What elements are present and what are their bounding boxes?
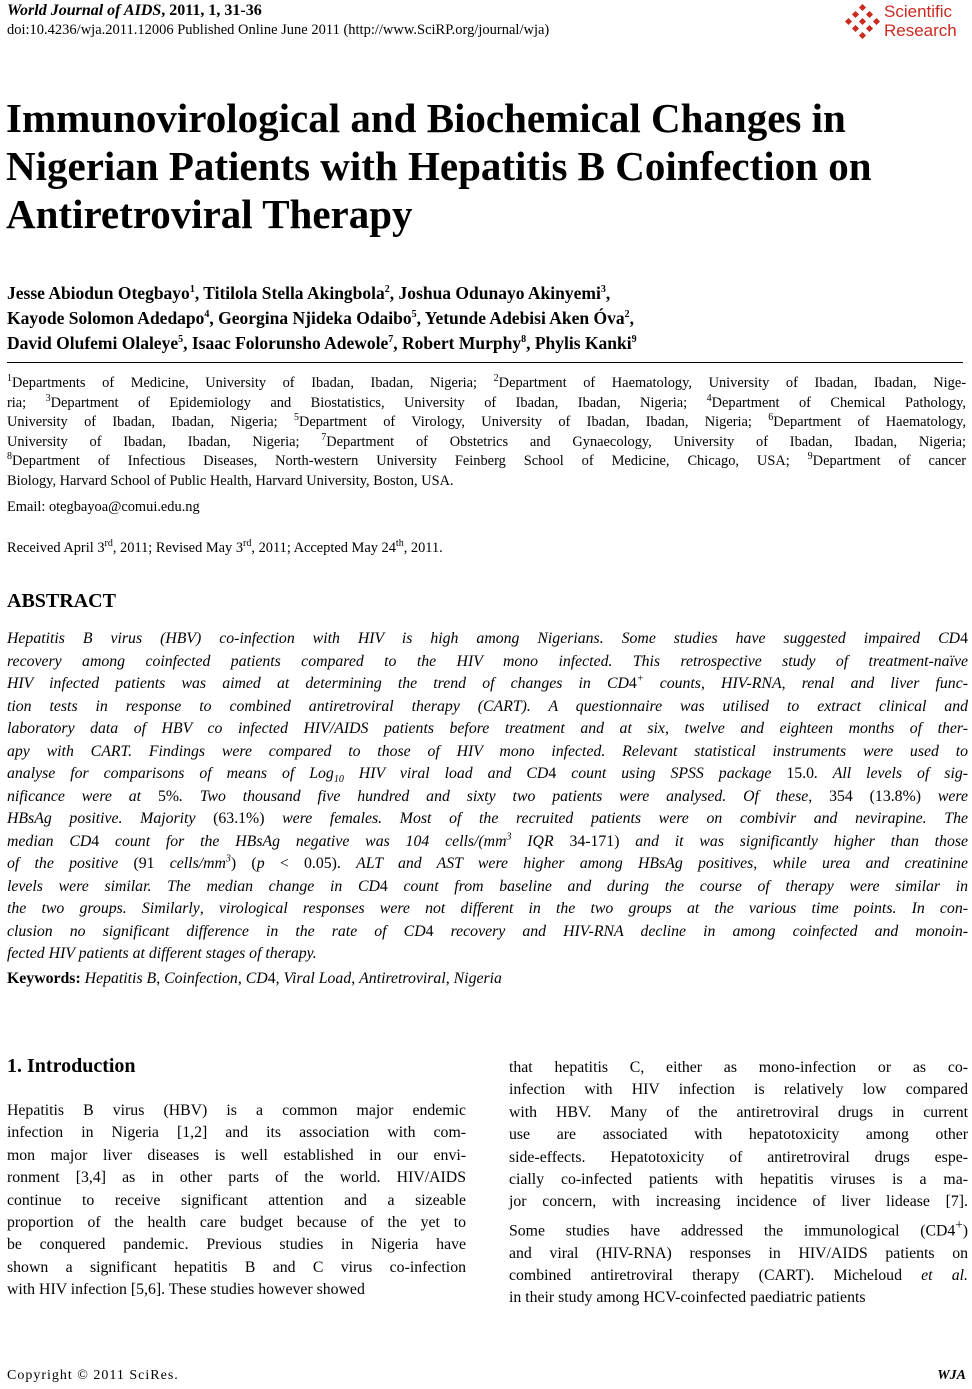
paper-title xyxy=(6,94,966,238)
text-run: count using SPSS package xyxy=(556,765,787,782)
text-run: Some studies have addressed the immunological (CD4 xyxy=(509,1222,956,1240)
affiliations xyxy=(7,374,966,491)
text-run: + xyxy=(636,673,644,685)
text-run: clusion no significant difference in the rate of CD xyxy=(7,922,426,940)
text-run: Biology, Harvard School of Public Health, Harvard University, Boston, USA. xyxy=(7,472,454,489)
text-run: < 0.05). xyxy=(264,855,357,872)
author-affiliation-mark: 2 xyxy=(624,309,630,321)
abstract-line xyxy=(7,831,968,854)
affiliation-line xyxy=(7,452,966,472)
affiliation-line xyxy=(7,472,966,492)
text-run: Department of Obstetrics and Gynaecology, University of Ibadan, Ibadan, Nigeria; xyxy=(326,433,966,450)
author-name: David Olufemi Olaleye xyxy=(7,333,179,353)
text-run: 34-171) xyxy=(569,832,636,850)
author-separator: , xyxy=(183,333,192,353)
keyword xyxy=(284,970,352,987)
keyword xyxy=(164,970,238,987)
author-name: Yetunde Adebisi Aken Óva xyxy=(424,308,625,328)
scientific-research-logo-icon xyxy=(844,4,880,40)
body-line: ronment [3,4] as in other parts of the world. HIV/AIDS xyxy=(7,1169,466,1187)
text-run: Received April 3 xyxy=(7,540,105,556)
journal-name: World Journal of AIDS xyxy=(7,2,162,19)
text-run: Department of Chemical Pathology, xyxy=(711,394,966,411)
text-run: Departments of Medicine, University of Ibadan, Ibadan, Nigeria; xyxy=(12,375,494,391)
text-run: 9 xyxy=(807,451,813,463)
text-run: 7 xyxy=(321,431,327,443)
text-run: 4 xyxy=(628,675,637,692)
text-run: rd xyxy=(243,538,252,550)
footer-copyright: Copyright © 2011 SciRes. xyxy=(7,1368,179,1383)
author-separator: , xyxy=(416,308,425,328)
keyword xyxy=(454,970,502,987)
author-separator: , xyxy=(393,333,403,353)
text-run: cially co-infected patients with hepatitis viruses is a ma- xyxy=(509,1171,968,1189)
text-run: + xyxy=(955,1216,963,1232)
logo-text: Scientific Research xyxy=(884,2,957,40)
title-line: Antiretroviral Therapy xyxy=(6,191,413,237)
text-run: HIV infected patients was aimed at determining the trend of changes in CD xyxy=(7,675,629,692)
author-list xyxy=(7,281,967,356)
body-line xyxy=(509,1191,968,1213)
text-run: that hepatitis C, either as mono-infection or as co- xyxy=(509,1059,968,1076)
author-affiliation-mark: 7 xyxy=(388,334,394,346)
affiliation-line xyxy=(7,394,966,414)
body-line xyxy=(509,1102,968,1124)
text-run: 4 xyxy=(960,630,968,647)
doi-line: doi:10.4236/wja.2011.12006 Published Online June 2011 (http://www.SciRP.org/journal/wja) xyxy=(7,22,550,38)
text-run: ALT and AST were higher among HBsAg positives xyxy=(356,855,754,872)
author-name: Joshua Odunayo Akinyemi xyxy=(398,283,601,303)
author-name: Jesse Abiodun Otegbayo xyxy=(7,283,190,303)
text-run: and it was significantly higher than those xyxy=(635,832,968,850)
text-run: while urea and creatinine xyxy=(772,855,968,872)
body-line: shown a significant hepatitis B and C virus co-infection xyxy=(7,1258,466,1276)
body-line xyxy=(509,1243,968,1265)
text-run: count for the HBsAg negative was 104 cells/(mm xyxy=(99,832,507,850)
text-run: combined antiretroviral therapy (CART). Micheloud xyxy=(509,1266,922,1284)
abstract-line xyxy=(7,921,968,944)
author-name: Isaac Folorunsho Adewole xyxy=(191,333,389,353)
title-line: Immunovirological and Biochemical Changes in xyxy=(6,95,846,141)
title-line: Nigerian Patients with Hepatitis B Coinfection on xyxy=(6,143,872,189)
text-run: rd xyxy=(104,538,113,550)
text-run: , xyxy=(753,855,773,872)
affiliation-line xyxy=(7,413,966,433)
keywords-label: Keywords xyxy=(7,970,76,987)
author-affiliation-mark: 5 xyxy=(411,309,417,321)
text-run: 6 xyxy=(768,412,774,424)
text-run: 4 xyxy=(706,392,712,404)
text-run: fected HIV patients at different stages of therapy. xyxy=(7,945,317,962)
author-name: Titilola Stella Akingbola xyxy=(203,283,385,303)
text-run: and viral (HIV-RNA) responses in HIV/AIDS patients on xyxy=(509,1244,968,1262)
body-line: be conquered pandemic. Previous studies in Nigeria have xyxy=(7,1236,466,1254)
abstract-line xyxy=(7,628,968,651)
body-line: infection in Nigeria [1,2] and its association with com- xyxy=(7,1124,466,1142)
text-run: median CD xyxy=(7,832,92,850)
text-run: HBV xyxy=(165,630,197,647)
text-run: 4 xyxy=(379,877,388,895)
author-name: Robert Murphy xyxy=(402,333,522,353)
text-run: Coinfection xyxy=(164,970,238,987)
text-run: HIV viral load and CD xyxy=(343,765,549,782)
author-affiliation-mark: 4 xyxy=(204,309,210,321)
received-dates xyxy=(7,540,443,557)
text-run: Nigeria xyxy=(453,970,502,987)
author-separator: , xyxy=(389,283,399,303)
body-line: proportion of the health care budget because of the yet to xyxy=(7,1214,466,1232)
text-run: (63.1%) xyxy=(213,810,283,827)
text-run: of the positive xyxy=(7,855,134,872)
text-run: Department of Epidemiology and Biostatistics, University of Ibadan, Ibadan, Nigeria; xyxy=(50,394,707,411)
text-run: 4 xyxy=(425,922,434,940)
abstract-text xyxy=(7,628,968,966)
text-run: , 2011. xyxy=(403,540,443,556)
body-line: with HIV infection [5,6]. These studies however showed xyxy=(7,1281,365,1299)
abstract-line xyxy=(7,786,968,809)
abstract-line xyxy=(7,651,968,674)
text-run: et al. xyxy=(921,1266,968,1284)
text-run: . All levels of sig- xyxy=(814,765,969,782)
text-run: recovery and HIV-RNA decline in among coinfected and monoin- xyxy=(433,922,969,940)
text-run: HBsAg positive. Majority xyxy=(7,810,214,827)
text-run: CD xyxy=(245,970,268,987)
text-run: apy with CART. Findings were compared to those of HIV mono infected. Relevant statistical instruments were used to xyxy=(7,742,968,760)
author-affiliation-mark: 8 xyxy=(521,334,527,346)
author-separator: , xyxy=(194,283,204,303)
text-run: 15.0 xyxy=(786,765,815,782)
keyword xyxy=(85,970,157,987)
abstract-line xyxy=(7,718,968,741)
text-run: ). A questionnaire was utilised to extract clinical and xyxy=(521,697,968,715)
text-run: were xyxy=(937,787,968,805)
text-run: 3 xyxy=(225,853,231,865)
text-run: Antiretroviral xyxy=(359,970,446,987)
keyword xyxy=(246,970,276,987)
abstract-line xyxy=(7,898,968,921)
text-run: Hepatitis B xyxy=(84,970,157,987)
text-run: Department of Haematology, University of Ibadan, Ibadan, Nige- xyxy=(498,375,966,391)
body-line xyxy=(509,1214,968,1243)
text-run: with HBV. Many of the antiretroviral drugs in current xyxy=(509,1103,968,1121)
text-run: ) ( xyxy=(230,855,257,872)
text-run: use are associated with hepatotoxicity among other xyxy=(509,1126,968,1144)
text-run: counts xyxy=(643,675,701,692)
text-run: 8 xyxy=(7,451,12,463)
text-run: cells/mm xyxy=(169,855,226,872)
text-run: 4 xyxy=(91,832,100,850)
abstract-line xyxy=(7,943,968,966)
text-run: 10 xyxy=(333,774,344,786)
body-line: Hepatitis B virus (HBV) is a common major endemic xyxy=(7,1102,466,1119)
abstract-line xyxy=(7,673,968,696)
journal-header xyxy=(7,2,262,20)
text-run: Hepatitis B virus ( xyxy=(7,630,166,647)
author-name: Kayode Solomon Adedapo xyxy=(7,308,205,328)
abstract-line xyxy=(7,741,968,764)
text-run: , xyxy=(664,720,685,737)
author-separator: , xyxy=(629,308,634,328)
body-line xyxy=(509,1079,968,1101)
text-run: renal and liver func- xyxy=(801,675,968,692)
text-run: tion tests in response to combined antiretroviral therapy ( xyxy=(7,697,484,715)
body-line: mon major liver diseases is well established in our envi- xyxy=(7,1146,466,1164)
author-affiliation-mark: 2 xyxy=(384,284,390,296)
text-run: Department of Haematology, xyxy=(773,414,966,430)
keyword-separator: , xyxy=(156,970,165,987)
text-run: virological responses were not different in the two groups at the various time points. In con- xyxy=(218,900,968,917)
text-run: p xyxy=(256,855,265,872)
keyword-separator: , xyxy=(445,970,454,987)
keywords xyxy=(7,970,502,988)
text-run: 4 xyxy=(548,765,557,782)
body-line xyxy=(509,1147,968,1169)
text-run: 1 xyxy=(7,373,12,385)
text-run: CD xyxy=(938,630,961,647)
intro-column-right xyxy=(509,1057,968,1310)
abstract-line xyxy=(7,853,968,876)
intro-column-left xyxy=(7,1100,466,1302)
text-run: analyse for comparisons of means of Log xyxy=(7,765,334,782)
text-run: recovery among coinfected patients compared to the HIV mono infected. This retrospective study of treatment-naïve xyxy=(7,652,968,670)
keywords-colon: : xyxy=(75,970,85,987)
text-run: HIV-RNA xyxy=(721,675,782,692)
text-run: . Two thousand five hundred and sixty two patients were analysed. Of these xyxy=(179,787,809,805)
keyword xyxy=(359,970,446,987)
text-run: Department of Virology, University of Ibadan, Ibadan, Nigeria; xyxy=(298,414,769,430)
text-run: , 2011; Accepted May 24 xyxy=(251,540,396,556)
text-run: 2 xyxy=(493,373,499,385)
text-run: , xyxy=(781,675,802,692)
footer-journal-abbr: WJA xyxy=(937,1368,966,1383)
keyword-separator: , xyxy=(237,970,246,987)
corresponding-email: Email: otegbayoa@comui.edu.ng xyxy=(7,499,200,515)
text-run: infection with HIV infection is relatively low compared xyxy=(509,1081,968,1099)
publisher-logo xyxy=(844,2,964,44)
text-run: nificance were at xyxy=(7,787,158,805)
text-run: twelve and eighteen months of ther- xyxy=(684,720,968,737)
intro-heading: 1. Introduction xyxy=(7,1055,136,1077)
text-run: side-effects. Hepatotoxicity of antiretroviral drugs espe- xyxy=(509,1148,968,1166)
affiliation-line xyxy=(7,374,966,394)
text-run: ) xyxy=(962,1222,968,1240)
author-affiliation-mark: 5 xyxy=(178,334,184,346)
text-run: , 354 (13.8%) xyxy=(808,787,938,805)
text-run: ria; xyxy=(7,394,46,411)
divider xyxy=(7,362,963,363)
text-run: IQR xyxy=(511,832,570,850)
text-run: laboratory data of HBV co infected HIV/AIDS patients before treatment and at six xyxy=(7,720,665,737)
text-run: levels were similar. The median change in CD xyxy=(7,877,380,895)
body-line xyxy=(509,1265,968,1287)
text-run: 5% xyxy=(157,787,179,805)
keyword-separator: , xyxy=(351,970,360,987)
text-run: jor concern, with increasing incidence of liver lidease [7]. xyxy=(509,1193,968,1211)
body-line xyxy=(509,1124,968,1146)
abstract-line xyxy=(7,763,968,786)
text-run: University of Ibadan, Ibadan, Nigeria; xyxy=(7,414,294,430)
text-run: were females. Most of the recruited patients were on combivir and nevirapine. The xyxy=(282,810,968,827)
text-run: count from baseline and during the course of therapy were similar in xyxy=(387,877,968,895)
text-run: , xyxy=(700,675,722,692)
author-separator: , xyxy=(526,333,535,353)
author-affiliation-mark: 9 xyxy=(631,334,637,346)
text-run: 3 xyxy=(506,831,512,843)
text-run: (91 xyxy=(133,855,170,872)
text-run: 3 xyxy=(45,392,51,404)
text-run: th xyxy=(395,538,404,550)
abstract-line xyxy=(7,808,968,831)
author-separator: , xyxy=(209,308,219,328)
body-line xyxy=(509,1057,968,1079)
text-run: University of Ibadan, Ibadan, Nigeria; xyxy=(7,433,322,450)
abstract-line xyxy=(7,696,968,719)
author-separator: , xyxy=(605,283,611,303)
keyword-separator: , xyxy=(275,970,284,987)
text-run: 4 xyxy=(267,970,276,987)
text-run: Viral Load xyxy=(283,970,352,987)
text-run: CART xyxy=(483,697,522,715)
author-affiliation-mark: 1 xyxy=(189,284,195,296)
text-run: in their study among HCV-coinfected paediatric patients xyxy=(509,1289,866,1307)
text-run: , xyxy=(199,900,219,917)
journal-issue: , 2011, 1, 31-36 xyxy=(161,2,262,19)
body-line xyxy=(509,1169,968,1191)
abstract-line xyxy=(7,876,968,899)
text-run: the two groups. Similarly xyxy=(7,900,200,917)
body-line xyxy=(509,1287,968,1309)
text-run: 5 xyxy=(293,412,299,424)
text-run: , 2011; Revised May 3 xyxy=(112,540,244,556)
abstract-heading: ABSTRACT xyxy=(7,590,116,612)
affiliation-line xyxy=(7,433,966,453)
author-name: Georgina Njideka Odaibo xyxy=(218,308,412,328)
author-affiliation-mark: 3 xyxy=(600,284,606,296)
author-name: Phylis Kanki xyxy=(534,333,632,353)
text-run: Department of Infectious Diseases, North-western University Feinberg School of Medicine, Chicago, USA; xyxy=(12,453,808,469)
text-run: ) co-infection with HIV is high among Nigerians. Some studies have suggested impaired xyxy=(196,630,939,647)
text-run: Department of cancer xyxy=(812,453,966,469)
body-line: continue to receive significant attention and a sizeable xyxy=(7,1191,466,1209)
